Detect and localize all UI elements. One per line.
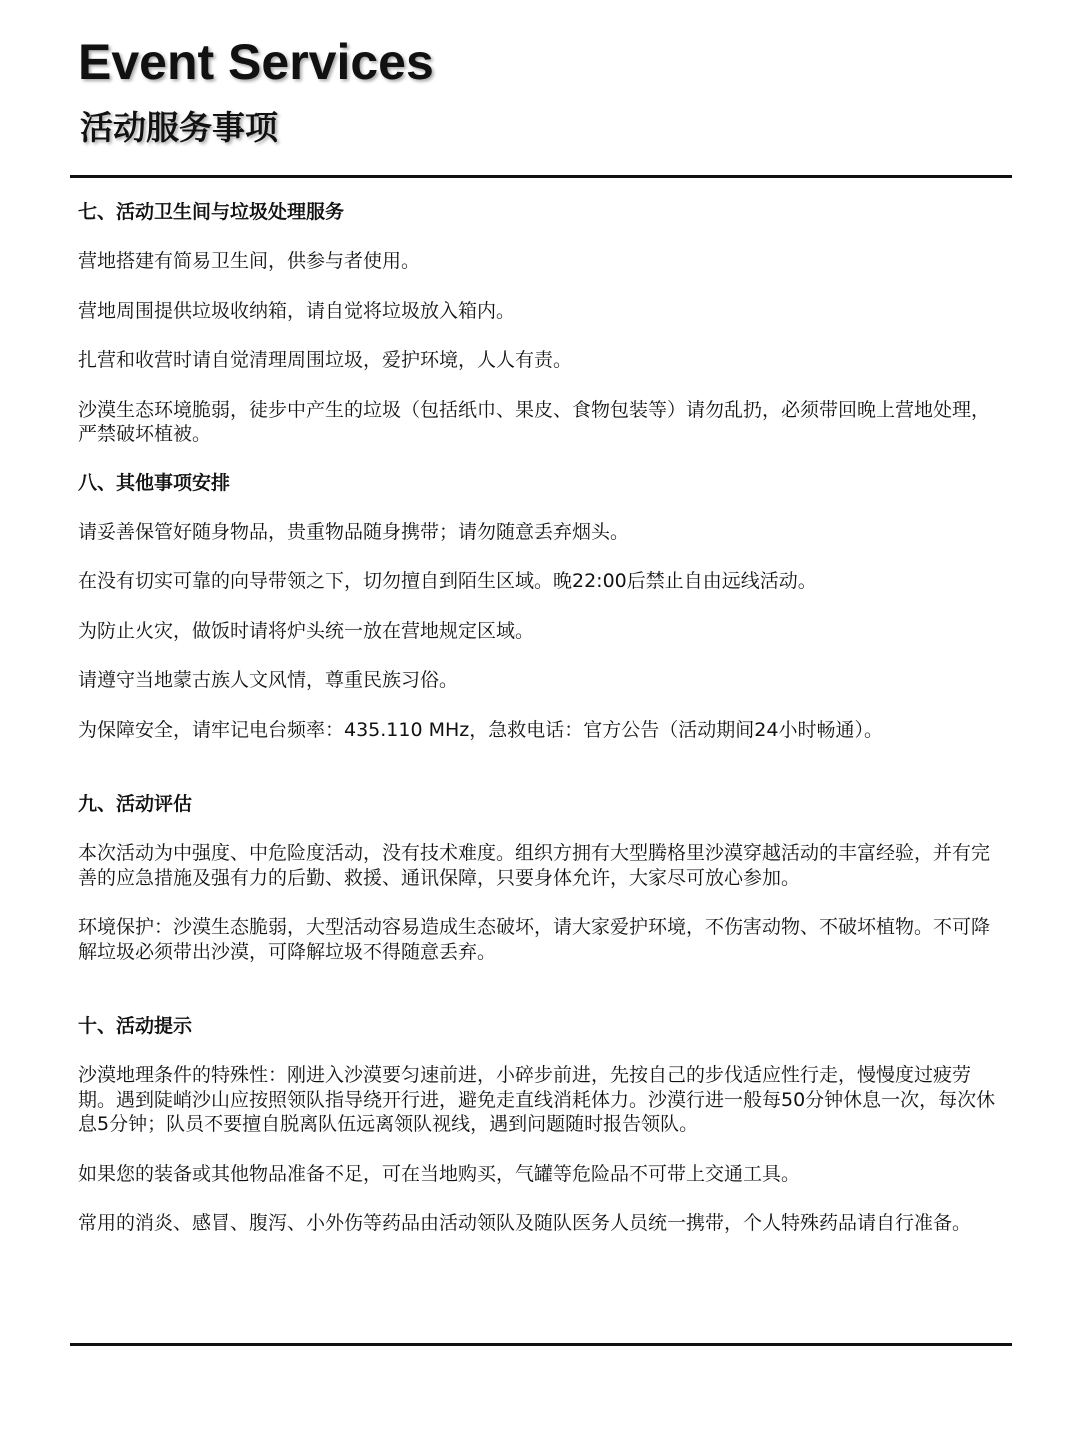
section-paragraph: 沙漠地理条件的特殊性：刚进入沙漠要匀速前进，小碎步前进，先按自己的步伐适应性行走，慢慢度过疲劳期。遇到陡峭沙山应按照领队指导绕开行进，避免走直线消耗体力。沙漠行进一般每50分钟休息一次，每次休息5分钟；队员不要擅自脱离队伍远离领队视线，遇到问题随时报告领队。 [78, 1064, 996, 1135]
page-title-zh: 活动服务事项 [80, 108, 278, 147]
page-title-en: Event Services [78, 34, 434, 90]
section-paragraph: 本次活动为中强度、中危险度活动，没有技术难度。组织方拥有大型腾格里沙漠穿越活动的丰富经验，并有完善的应急措施及强有力的后勤、救援、通讯保障，只要身体允许，大家尽可放心参加。 [78, 842, 991, 889]
section-heading: 九、活动评估 [78, 793, 193, 815]
section-paragraph: 常用的消炎、感冒、腹泻、小外伤等药品由活动领队及随队医务人员统一携带，个人特殊药品请自行准备。 [78, 1212, 972, 1234]
section-paragraph: 营地搭建有简易卫生间，供参与者使用。 [78, 250, 421, 272]
section-paragraph: 为防止火灾，做饭时请将炉头统一放在营地规定区域。 [78, 619, 535, 642]
top-divider [70, 175, 1012, 178]
section-hygiene-waste [78, 200, 998, 447]
section-paragraph: 如果您的装备或其他物品准备不足，可在当地购买，气罐等危险品不可带上交通工具。 [78, 1162, 801, 1185]
section-paragraph: 环境保护：沙漠生态脆弱，大型活动容易造成生态破坏，请大家爱护环境，不伤害动物、不破坏植物。不可降解垃圾必须带出沙漠，可降解垃圾不得随意丢弃。 [78, 916, 991, 963]
section-assessment [78, 792, 998, 964]
section-heading: 十、活动提示 [78, 1015, 193, 1037]
document-body [78, 200, 998, 1236]
section-heading: 七、活动卫生间与垃圾处理服务 [78, 201, 345, 223]
section-paragraph: 营地周围提供垃圾收纳箱，请自觉将垃圾放入箱内。 [78, 299, 516, 322]
section-heading: 八、其他事项安排 [78, 471, 231, 494]
section-other-arrangements [78, 471, 998, 743]
bottom-divider [70, 1343, 1012, 1346]
section-paragraph: 在没有切实可靠的向导带领之下，切勿擅自到陌生区域。晚22:00后禁止自由远线活动。 [78, 570, 817, 592]
section-paragraph: 请遵守当地蒙古族人文风情，尊重民族习俗。 [78, 669, 459, 691]
section-paragraph: 扎营和收营时请自觉清理周围垃圾，爱护环境，人人有责。 [78, 349, 573, 371]
section-paragraph: 沙漠生态环境脆弱，徒步中产生的垃圾（包括纸巾、果皮、食物包装等）请勿乱扔，必须带回晚上营地处理，严禁破坏植被。 [78, 398, 991, 445]
section-tips [78, 1014, 998, 1236]
section-paragraph: 为保障安全，请牢记电台频率：435.110 MHz，急救电话：官方公告（活动期间24小时畅通）。 [78, 718, 883, 741]
section-paragraph: 请妥善保管好随身物品，贵重物品随身携带；请勿随意丢弃烟头。 [78, 520, 630, 543]
